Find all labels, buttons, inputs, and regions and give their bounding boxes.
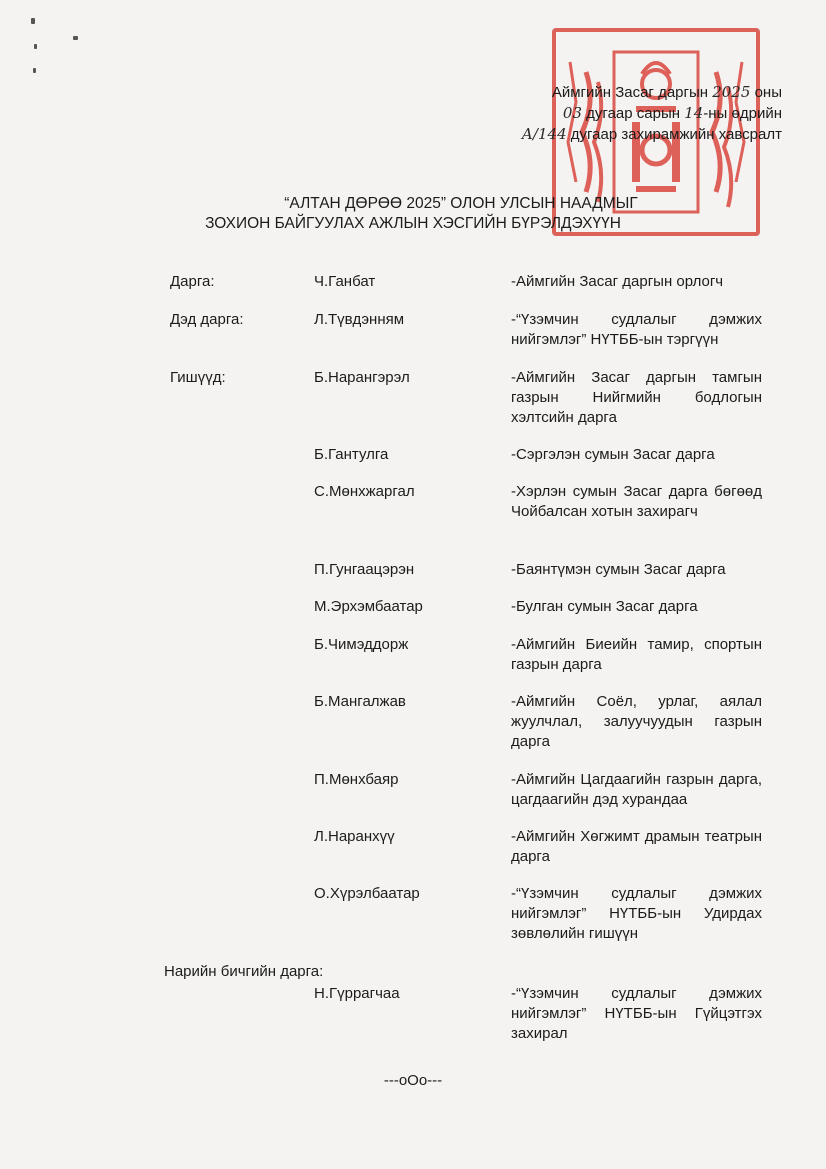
document-title (0, 194, 826, 234)
member-name: Б.Нарангэрэл (314, 369, 410, 386)
scan-mark (31, 18, 35, 24)
reference-line-1 (522, 82, 782, 103)
member-name: Б.Чимэддорж (314, 636, 409, 653)
scan-mark (33, 68, 36, 73)
handwritten-month: 03 (562, 104, 582, 122)
handwritten-year: 2025 (712, 83, 751, 101)
member-position: -Аймгийн Засаг даргын орлогч (511, 273, 724, 290)
handwritten-number: А/144 (521, 125, 567, 143)
ref-text: Аймгийн Засаг даргын (551, 84, 709, 101)
title-line-2: ЗОХИОН БАЙГУУЛАХ АЖЛЫН ХЭСГИЙН БҮРЭЛДЭХҮҮН (205, 215, 621, 232)
ref-text: дугаар захирамжийн хавсралт (570, 126, 782, 143)
member-position: -Аймгийн Цагдаагийн газрын дарга, цагдаагийн дэд хурандаа (511, 771, 762, 808)
member-name: Ч.Ганбат (314, 273, 376, 290)
member-position: -“Үзэмчин судлалыг дэмжих нийгэмлэг” НҮТББ-ын тэргүүн (511, 311, 762, 348)
member-position: -Баянтүмэн сумын Засаг дарга (511, 561, 726, 578)
secretary-name: Н.Гүррагчаа (314, 985, 400, 1002)
member-name: Л.Наранхүү (314, 828, 395, 845)
member-role: Дарга: (170, 273, 215, 290)
member-role: Дэд дарга: (170, 311, 244, 328)
secretary-role: Нарийн бичгийн дарга: (164, 963, 324, 980)
member-position: -Аймгийн Хөгжимт драмын театрын дарга (511, 828, 762, 865)
ref-text: оны (754, 84, 782, 101)
reference-block (522, 82, 782, 145)
member-name: П.Гунгаацэрэн (314, 561, 415, 578)
member-position: -Сэргэлэн сумын Засаг дарга (511, 446, 715, 463)
title-line-1: “АЛТАН ДӨРӨӨ 2025” ОЛОН УЛСЫН НААДМЫГ (284, 195, 638, 212)
member-name: М.Эрхэмбаатар (314, 598, 423, 615)
reference-line-2 (522, 103, 782, 124)
handwritten-day: 14 (684, 104, 704, 122)
member-name: Б.Мангалжав (314, 693, 406, 710)
ref-text: -ны өдрийн (703, 105, 782, 122)
member-name: С.Мөнхжаргал (314, 483, 415, 500)
member-position: -“Үзэмчин судлалыг дэмжих нийгэмлэг” НҮТББ-ын Удирдах зөвлөлийн гишүүн (511, 885, 762, 942)
member-name: О.Хүрэлбаатар (314, 885, 420, 902)
member-position: -Булган сумын Засаг дарга (511, 598, 698, 615)
member-position: -Хэрлэн сумын Засаг дарга бөгөөд Чойбалсан хотын захирагч (511, 483, 762, 520)
member-position: -Аймгийн Биеийн тамир, спортын газрын дарга (511, 636, 762, 673)
ref-text: дугаар сарын (586, 105, 681, 122)
member-name: П.Мөнхбаяр (314, 771, 399, 788)
secretary-position: -“Үзэмчин судлалыг дэмжих нийгэмлэг” НҮТББ-ын Гүйцэтгэх захирал (511, 985, 762, 1042)
reference-line-3 (522, 124, 782, 145)
member-role: Гишүүд: (170, 369, 226, 386)
scan-mark (34, 44, 37, 49)
member-position: -Аймгийн Соёл, урлаг, аялал жуулчлал, залуучуудын газрын дарга (511, 693, 762, 750)
member-name: Л.Түвдэнням (314, 311, 405, 328)
scan-mark (73, 36, 78, 40)
member-position: -Аймгийн Засаг даргын тамгын газрын Нийгмийн бодлогын хэлтсийн дарга (511, 369, 762, 426)
end-mark: ---oOo--- (383, 1072, 443, 1089)
member-name: Б.Гантулга (314, 446, 389, 463)
